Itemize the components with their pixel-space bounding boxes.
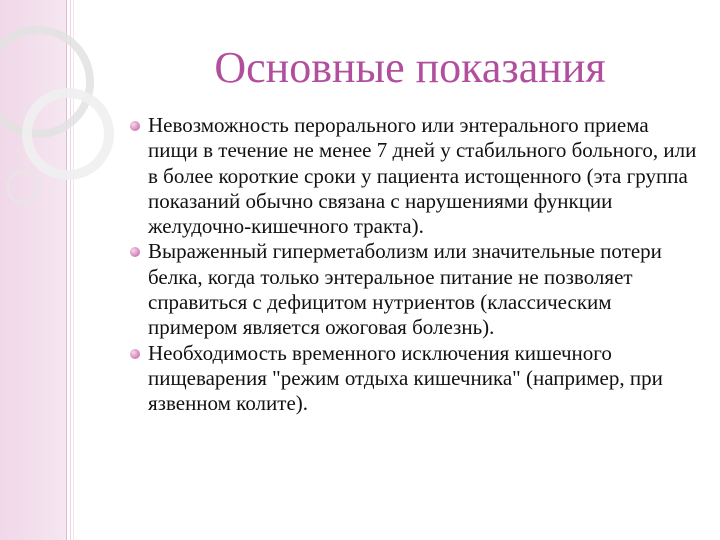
bullet-marker-icon — [130, 349, 140, 359]
bullet-marker-icon — [130, 121, 140, 131]
bullet-text: Необходимость временного исключения кишечного пищеварения "режим отдыха кишечника" (например, при язвенном колите). — [148, 340, 663, 416]
bullet-item — [130, 113, 700, 239]
bullet-text: Выраженный гиперметаболизм или значительные потери белка, когда только энтеральное питание не позволяет справиться с дефицитом нутриентов (классическим примером является ожоговая болезнь). — [148, 239, 662, 340]
bullet-list — [130, 113, 700, 417]
bullet-item — [130, 341, 700, 417]
decorative-ring — [6, 170, 40, 204]
decorative-ring — [22, 88, 114, 180]
bullet-item — [130, 239, 700, 340]
bullet-text: Невозможность перорального или энтерального приема пищи в течение не менее 7 дней у стабильного больного, или в более короткие сроки у пациента истощенного (эта группа показаний обычно связана с нарушениями функции желудочно-кишечного тракта). — [148, 113, 697, 239]
bullet-marker-icon — [130, 247, 140, 257]
slide-title: Основные показания — [214, 43, 606, 92]
